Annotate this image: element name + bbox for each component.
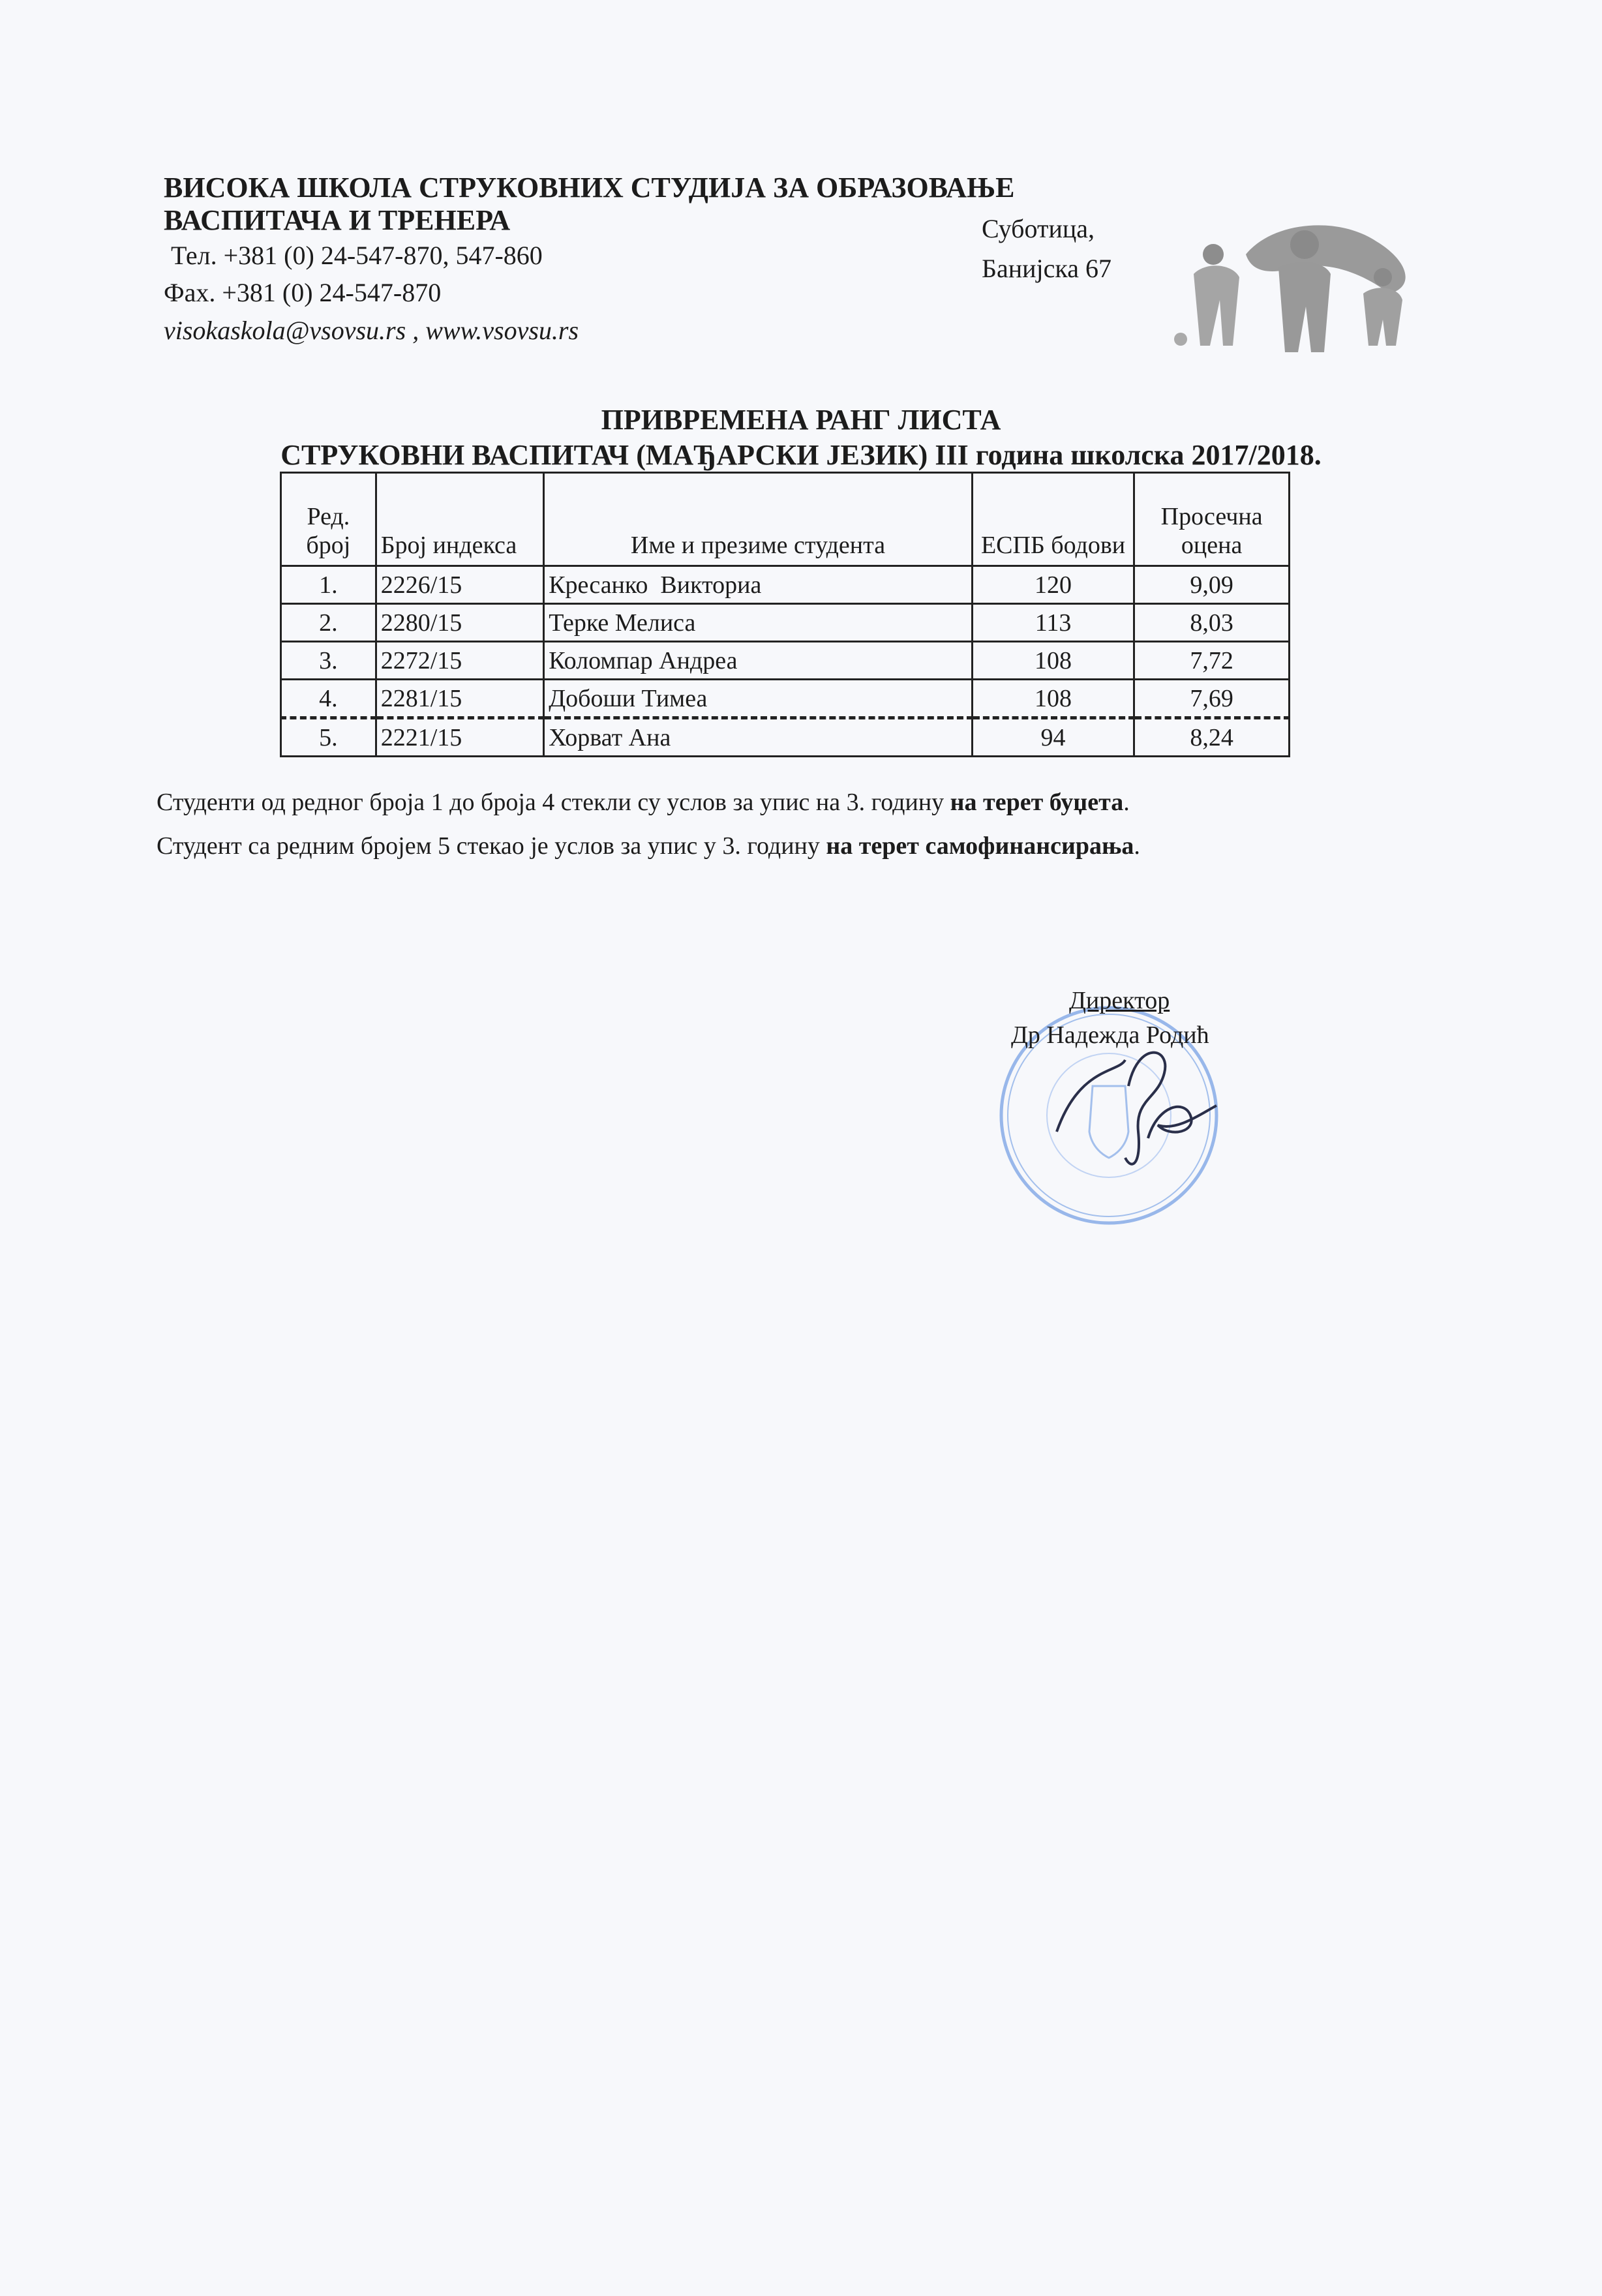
address: Банијска 67	[982, 254, 1111, 283]
table-row	[281, 566, 1290, 604]
rank: 5.	[281, 718, 376, 757]
institution-name-line1: ВИСОКА ШКОЛА СТРУКОВНИХ СТУДИЈА ЗА ОБРАЗОВАЊЕ	[164, 172, 1015, 204]
col-ects: ЕСПБ бодови	[972, 473, 1134, 566]
rank: 3.	[281, 642, 376, 680]
student-name: Добоши Тимеа	[544, 680, 973, 718]
index: 2226/15	[376, 566, 543, 604]
index: 2272/15	[376, 642, 543, 680]
table-row	[281, 642, 1290, 680]
ects: 108	[972, 680, 1134, 718]
index: 2281/15	[376, 680, 543, 718]
student-name: Кресанко Викториа	[544, 566, 973, 604]
institution-name-line2: ВАСПИТАЧА И ТРЕНЕРА	[164, 204, 511, 236]
note-selffinanced	[157, 832, 1140, 860]
note-budget	[157, 788, 1130, 817]
rank: 4.	[281, 680, 376, 718]
table-row	[281, 718, 1290, 757]
note-end: .	[1123, 789, 1130, 816]
col-avg: Просечна оцена	[1134, 473, 1290, 566]
student-name: Коломпар Андреа	[544, 642, 973, 680]
note-text: Студент са редним бројем 5 стекао је услов за упис у 3. годину	[157, 832, 826, 860]
rank: 2.	[281, 604, 376, 642]
ects: 120	[972, 566, 1134, 604]
ects: 94	[972, 718, 1134, 757]
title-line1: ПРИВРЕМЕНА РАНГ ЛИСТА	[601, 404, 1001, 436]
table-row	[281, 604, 1290, 642]
signature-role: Директор	[1069, 987, 1170, 1014]
ranking-table	[280, 472, 1290, 757]
index: 2280/15	[376, 604, 543, 642]
table-row	[281, 680, 1290, 718]
avg-grade: 8,03	[1134, 604, 1290, 642]
signature-name: Др Надежда Родић	[1011, 1021, 1209, 1049]
note-bold: на терет буџета	[950, 789, 1124, 816]
city: Суботица,	[982, 214, 1095, 243]
student-name: Хорват Ана	[544, 718, 973, 757]
student-name: Терке Мелиса	[544, 604, 973, 642]
avg-grade: 9,09	[1134, 566, 1290, 604]
ects: 108	[972, 642, 1134, 680]
family-figures-logo-icon	[1168, 215, 1428, 372]
avg-grade: 8,24	[1134, 718, 1290, 757]
rank: 1.	[281, 566, 376, 604]
index: 2221/15	[376, 718, 543, 757]
fax: Фах. +381 (0) 24-547-870	[164, 278, 442, 307]
phone: Тел. +381 (0) 24-547-870, 547-860	[171, 241, 543, 270]
avg-grade: 7,72	[1134, 642, 1290, 680]
col-rank: Ред. број	[281, 473, 376, 566]
col-name: Име и презиме студента	[544, 473, 973, 566]
contacts: visokaskola@vsovsu.rs , www.vsovsu.rs	[164, 316, 579, 345]
col-index: Број индекса	[376, 473, 543, 566]
ects: 113	[972, 604, 1134, 642]
note-end: .	[1134, 832, 1140, 860]
avg-grade: 7,69	[1134, 680, 1290, 718]
note-bold: на терет самофинансирања	[826, 832, 1134, 860]
title-line2: СТРУКОВНИ ВАСПИТАЧ (МАЂАРСКИ ЈЕЗИК) III година школска 2017/2018.	[280, 439, 1322, 471]
note-text: Студенти од редног броја 1 до броја 4 стекли су услов за упис на 3. годину	[157, 789, 950, 816]
table-header-row	[281, 473, 1290, 566]
